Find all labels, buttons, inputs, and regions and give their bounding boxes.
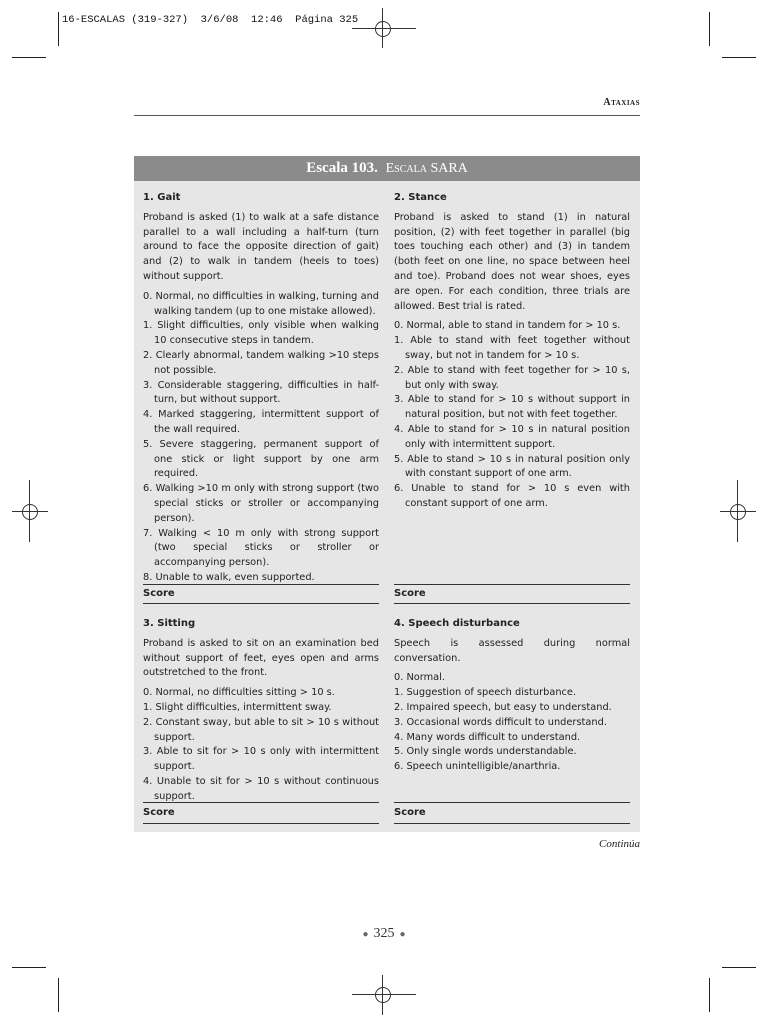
score-option: 3. Able to sit for > 10 s only with intermittent support.	[143, 746, 379, 773]
score-rule-top	[394, 802, 630, 803]
score-option: 5. Able to stand > 10 s in natural position only with constant support of one arm.	[394, 453, 630, 480]
score-option: 8. Unable to walk, even supported.	[143, 571, 315, 583]
score-option: 6. Speech unintelligible/anarthria.	[394, 761, 561, 773]
score-option: 4. Many words difficult to understand.	[394, 731, 581, 743]
header-rule	[134, 115, 640, 116]
score-option: 1. Able to stand with feet together without sway, but not in tandem for > 10 s.	[394, 335, 630, 361]
score-option: 0. Normal, no difficulties in walking, turning and walking tandem (up to one mistake allowed).	[143, 290, 379, 317]
section-description: Speech is assessed during normal conversation.	[394, 637, 630, 664]
score-options	[143, 290, 379, 586]
section-gait	[143, 191, 379, 586]
score-option: 1. Slight difficulties, intermittent sway.	[143, 701, 332, 713]
score-options	[143, 686, 379, 804]
continued-note: Continúa	[599, 838, 640, 850]
section-sitting	[143, 617, 379, 805]
score-option: 7. Walking < 10 m only with strong support (two special sticks or stroller or accompanying person).	[143, 527, 379, 569]
score-label: Score	[143, 588, 175, 599]
score-options	[394, 671, 630, 775]
section-heading: 3. Sitting	[143, 618, 196, 629]
score-rule-bottom	[143, 603, 379, 604]
running-head: Ataxias	[603, 97, 640, 108]
page-number	[0, 926, 768, 942]
section-stance	[394, 191, 630, 512]
section-speech	[394, 617, 630, 775]
print-slug: 16-ESCALAS (319-327) 3/6/08 12:46 Página 325	[62, 14, 359, 26]
page-number-value: 325	[373, 926, 395, 941]
score-option: 2. Constant sway, but able to sit > 10 s without support.	[143, 716, 379, 743]
section-description: Proband is asked to sit on an examination bed without support of feet, eyes open and arms outstretched to the front.	[143, 637, 379, 679]
score-option: 6. Unable to stand for > 10 s even with constant support of one arm.	[394, 483, 630, 509]
score-rule-bottom	[394, 603, 630, 604]
score-rule-bottom	[394, 823, 630, 824]
score-option: 4. Unable to sit for > 10 s without continuous support.	[143, 775, 379, 802]
score-option: 0. Normal, able to stand in tandem for > 10 s.	[394, 320, 621, 332]
bullet-icon: ●	[362, 929, 369, 940]
score-label: Score	[143, 807, 175, 818]
scale-number: Escala 103.	[306, 160, 378, 176]
score-option: 5. Only single words understandable.	[394, 746, 577, 758]
section-description: Proband is asked (1) to walk at a safe distance parallel to a wall including a half-turn (turn around to face the opposite direction of gait) and (2) to walk in tandem (heels to toes) without support.	[143, 211, 379, 282]
score-option: 1. Suggestion of speech disturbance.	[394, 687, 577, 699]
scale-title-bar	[134, 156, 640, 181]
section-description: Proband is asked to stand (1) in natural position, (2) with feet together in parallel (big toes touching each other) and (3) in tandem (both feet on one line, no space between heel and toe). Proband does not wear shoes, eyes are open. For each condition, three trials are allowed. Best trial is rated.	[394, 211, 630, 312]
score-rule-top	[394, 584, 630, 585]
scale-name: Escala SARA	[385, 161, 468, 176]
score-option: 3. Able to stand for > 10 s without support in natural position, but not with feet together.	[394, 394, 630, 421]
score-rule-top	[143, 802, 379, 803]
score-option: 2. Impaired speech, but easy to understand.	[394, 701, 612, 713]
score-option: 6. Walking >10 m only with strong support (two special sticks or stroller or accompanying person).	[143, 483, 379, 524]
bullet-icon: ●	[399, 929, 406, 940]
score-option: 0. Normal.	[394, 672, 446, 684]
score-options	[394, 319, 630, 511]
section-heading: 2. Stance	[394, 192, 447, 203]
score-option: 2. Able to stand with feet together for > 10 s, but only with sway.	[394, 364, 630, 391]
score-option: 3. Occasional words difficult to understand.	[394, 716, 607, 728]
score-option: 5. Severe staggering, permanent support of one stick or light support by one arm required.	[143, 438, 379, 480]
score-option: 4. Able to stand for > 10 s in natural position only with intermittent support.	[394, 423, 630, 450]
section-heading: 1. Gait	[143, 192, 181, 203]
score-option: 4. Marked staggering, intermittent support of the wall required.	[143, 409, 379, 435]
section-heading: 4. Speech disturbance	[394, 618, 520, 629]
score-option: 1. Slight difficulties, only visible when walking 10 consecutive steps in tandem.	[143, 320, 379, 347]
score-label: Score	[394, 807, 426, 818]
score-label: Score	[394, 588, 426, 599]
score-option: 0. Normal, no difficulties sitting > 10 s.	[143, 687, 335, 699]
score-option: 2. Clearly abnormal, tandem walking >10 steps not possible.	[143, 349, 379, 376]
score-rule-bottom	[143, 823, 379, 824]
score-option: 3. Considerable staggering, difficulties in half-turn, but without support.	[143, 379, 379, 406]
score-rule-top	[143, 584, 379, 585]
